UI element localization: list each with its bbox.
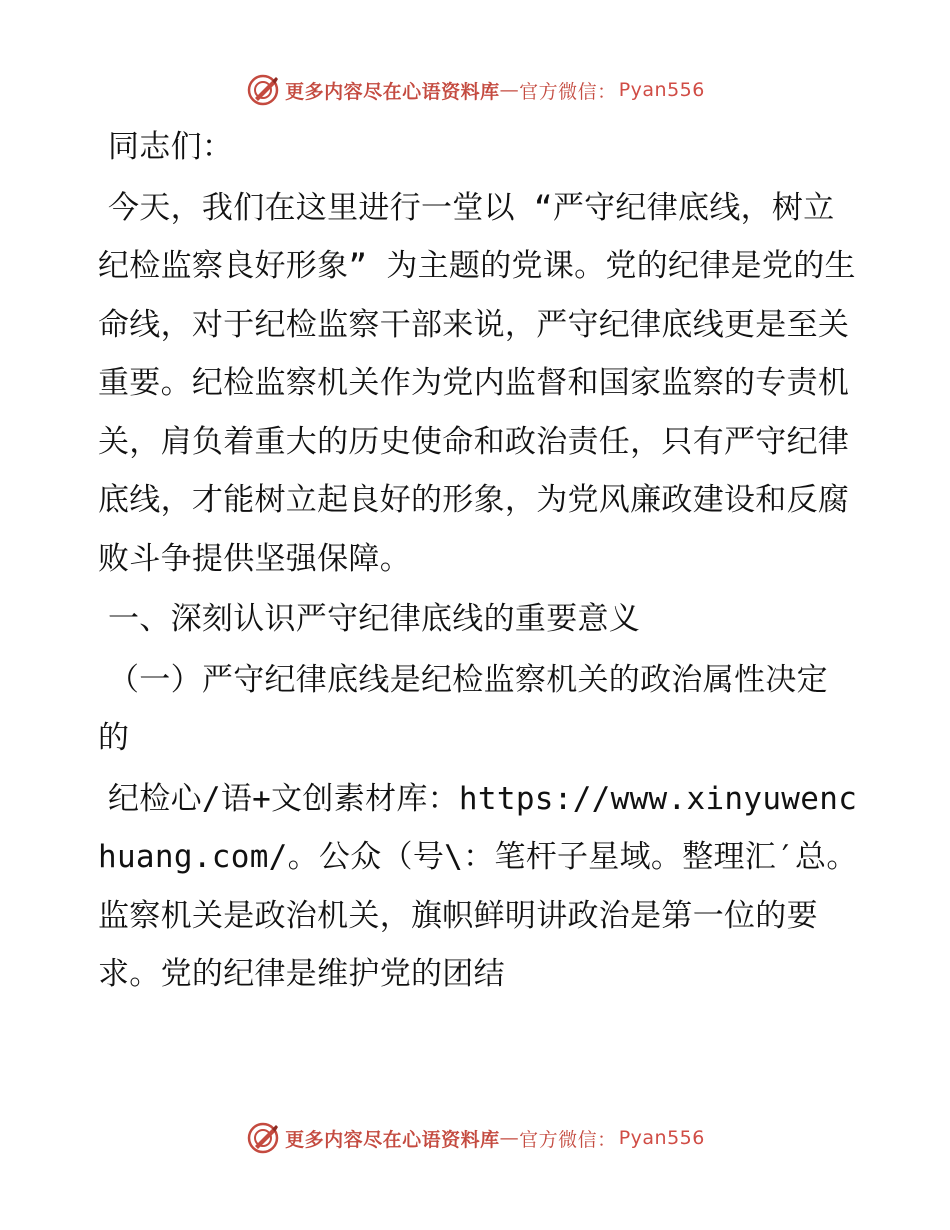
- banner-dash: —: [499, 1127, 520, 1149]
- subsection-heading: （一）严守纪律底线是纪检监察机关的政治属性决定的: [98, 661, 828, 756]
- greeting: 同志们：: [108, 129, 234, 165]
- section-heading: 一、深刻认识严守纪律底线的重要意义: [108, 601, 641, 637]
- logo-icon: [245, 1120, 281, 1156]
- banner-wechat-label: 官方微信：: [519, 1128, 617, 1151]
- intro-paragraph: 今天，我们在这里进行一堂以 “严守纪律底线，树立纪检监察良好形象” 为主题的党课。党的纪律是党的生命线，对于纪检监察干部来说，严守纪律底线更是至关重要。纪检监察机关作为党内监督和国家监察的专责机关，肩负着重大的历史使命和政治责任，只有严守纪律底线，才能树立起良好的形象，为党风廉政建设和反腐败斗争提供坚强保障。: [98, 189, 856, 577]
- banner-wechat-id: Pyan556: [618, 79, 705, 101]
- banner-wechat-id: Pyan556: [618, 1127, 705, 1149]
- body-paragraph: 纪检心/语+文创素材库：https://www.xinyuwenchuang.com/。公众（号\：笔杆子星域。整理汇′总。监察机关是政治机关，旗帜鲜明讲政治是第一位的要求。党的纪律是维护党的团结: [98, 780, 858, 992]
- document-body: [98, 118, 858, 1004]
- banner-title: 更多内容尽在心语资料库: [285, 80, 500, 103]
- banner-dash: —: [499, 79, 520, 101]
- logo-icon: [245, 72, 281, 108]
- banner-title: 更多内容尽在心语资料库: [285, 1128, 500, 1151]
- footer-banner: [0, 1118, 950, 1158]
- header-banner: [0, 70, 950, 110]
- banner-wechat-label: 官方微信：: [519, 80, 617, 103]
